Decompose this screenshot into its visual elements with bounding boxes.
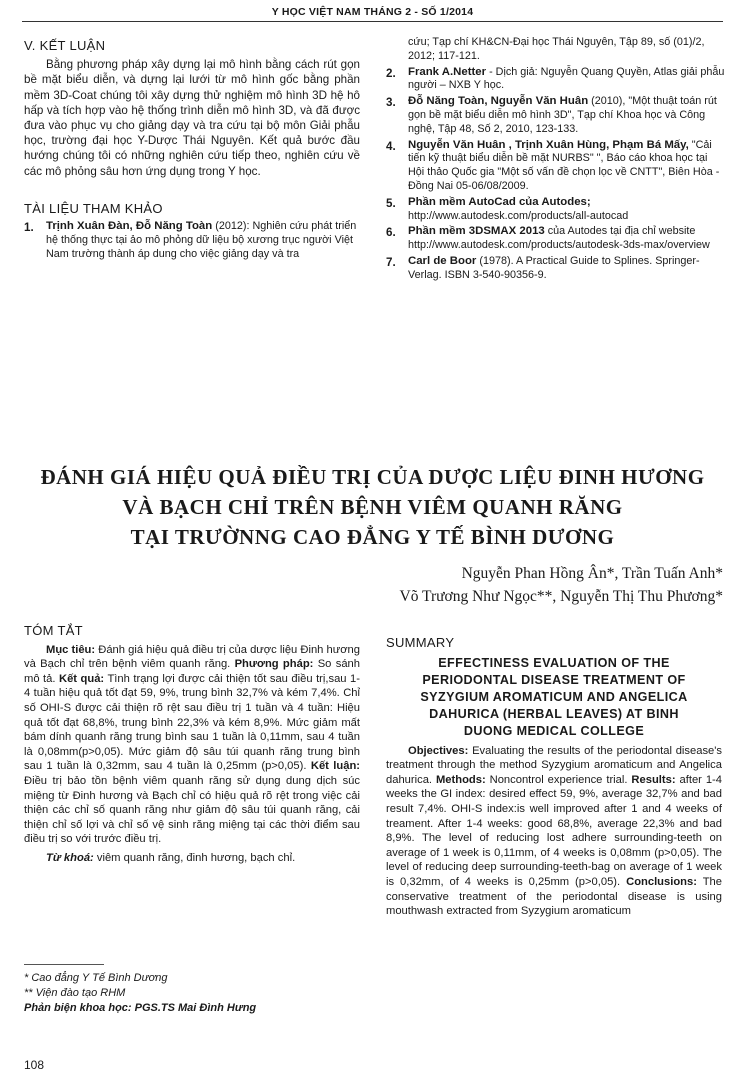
reference-item — [386, 225, 726, 253]
summary-heading: SUMMARY — [386, 635, 455, 650]
reference-authors: Nguyễn Văn Huân , Trịnh Xuân Hùng, Phạm Bá Mấy, — [408, 138, 689, 151]
reference-text — [408, 66, 726, 94]
summary-english — [386, 636, 722, 919]
reference-authors: Phần mềm AutoCad của Autodes; — [408, 195, 591, 208]
objectives-text: Evaluating the results of the periodontal disease's treatment through the method Syzygium aromaticum and Angelica dahurica. — [386, 744, 722, 786]
reference-item — [386, 196, 726, 224]
reference-rest: "Cải tiến kỹ thuật biểu diễn bề mặt NURBS" ", Báo cáo khoa học tại Hội thảo Quốc gia "Một số vấn đề chọn lọc về CNTT", Biên Hòa - Đồng Nai 05-06/08/2009. — [408, 138, 720, 192]
summary-body — [386, 744, 722, 919]
page-number: 108 — [24, 1058, 45, 1072]
reference-text — [408, 225, 726, 253]
reference-text — [408, 196, 726, 224]
article-title-line: VÀ BẠCH CHỈ TRÊN BỆNH VIÊM QUANH RĂNG — [122, 495, 623, 519]
abstract-body — [24, 643, 360, 847]
reference-number: 2. — [386, 66, 396, 80]
methods-text: Noncontrol experience trial. — [485, 773, 632, 786]
reviewer-note: Phản biện khoa học: PGS.TS Mai Đình Hưng — [24, 1002, 257, 1014]
conclusion-heading: V. KẾT LUẬN — [24, 38, 106, 53]
objectives-label: Objectives: — [408, 744, 469, 757]
reference-authors: Phần mềm 3DSMAX 2013 — [408, 225, 545, 238]
article-title — [40, 462, 705, 552]
reference-rest: (2010), "Một thuật toán rút gọn bề mặt biểu diễn mô hình 3D", Tạp chí Khoa học và Công nghệ, Tập 48, Số 2, 2010, 123-133. — [408, 95, 717, 135]
footnote-rule — [24, 964, 104, 965]
abstract-vietnamese — [24, 624, 360, 866]
reference-list-left — [24, 220, 360, 261]
results-label: Kết quả: — [59, 672, 105, 685]
keywords — [24, 851, 360, 866]
footnote: * Cao đẳng Y Tế Bình Dương — [24, 972, 168, 984]
abstract-heading: TÓM TẮT — [24, 623, 83, 638]
reference-number: 4. — [386, 139, 396, 153]
method-text: So sánh mô tả. — [24, 658, 360, 685]
summary-title — [386, 655, 722, 740]
methods-label: Methods: — [435, 773, 486, 786]
results-text: after 1-4 weeks the GI index: desired effect 59, 9%, average 32,7% and bad result 7,4%. OHI-S index:is well improved after 1 and 4 weeks of treament. After 1-4 weeks: good 68,8%, average 22,3% and bad 8,9%. The level of reducing lost adhere surrounding-teeth on average of 1 week is 0,11mm, of 4 weeks is 0,08mm (p>0,05). The level of reducing deep surrounding-teeth-bag on average of 1 week is 0,32mm, of 4 weeks is 0,25mm (p>0,05). — [386, 773, 722, 888]
reference-number: 5. — [386, 196, 396, 210]
reference-authors: Đỗ Năng Toàn, Nguyễn Văn Huân — [408, 95, 589, 108]
keywords-text: viêm quanh răng, đinh hương, bạch chỉ. — [93, 851, 296, 864]
right-column-top — [386, 36, 726, 285]
conclusions-label: Conclusions: — [626, 875, 697, 888]
reference-number: 3. — [386, 96, 396, 110]
results-label: Results: — [631, 773, 676, 786]
reference-continuation: cứu; Tạp chí KH&CN-Đại học Thái Nguyên, Tập 89, số (01)/2, 2012; 117-121. — [408, 36, 705, 62]
reference-authors: Trịnh Xuân Đàn, Đỗ Năng Toàn — [46, 220, 213, 233]
summary-title-line: SYZYGIUM AROMATICUM AND ANGELICA — [420, 689, 688, 704]
reference-number: 1. — [24, 221, 34, 235]
article-title-line: TẠI TRƯỜNNG CAO ĐẲNG Y TẾ BÌNH DƯƠNG — [130, 525, 615, 549]
article-authors — [400, 562, 724, 608]
reference-list-right — [386, 66, 726, 283]
reference-item — [24, 220, 360, 261]
reference-number: 7. — [386, 255, 396, 269]
reference-text — [408, 139, 726, 194]
conclusions-text: The conservative treatment of the periodontal disease is using mouthwash extracted from Syzygium aromaticum — [386, 875, 723, 918]
authors-line: Võ Trương Như Ngọc**, Nguyễn Thị Thu Phương* — [399, 588, 723, 605]
footnotes — [24, 964, 344, 1016]
conclusion-label: Kết luận: — [310, 760, 361, 773]
authors-line: Nguyễn Phan Hồng Ân*, Trần Tuấn Anh* — [461, 565, 723, 582]
objective-label: Mục tiêu: — [46, 643, 96, 656]
conclusion-text: Điều trị bảo tồn bệnh viêm quanh răng sử dụng dung dịch súc miệng từ Đinh hương và Bạch chỉ có hiệu quả rõ rệt trong việc cải thiện các chỉ số quanh răng như giảm độ sâu túi quanh răng, cải thiện chỉ số lợi và chỉ số vệ sinh răng miệng tại các thời điểm sau điều trị so với trước điều trị. — [24, 774, 360, 846]
running-header: Y HỌC VIỆT NAM THÁNG 2 - SỐ 1/2014 — [271, 6, 474, 18]
summary-title-line: DAHURICA (HERBAL LEAVES) AT BINH — [429, 706, 679, 721]
reference-item — [386, 95, 726, 136]
references-heading: TÀI LIỆU THAM KHẢO — [24, 200, 163, 216]
reference-rest: (2012): Nghiên cứu phát triển hệ thống thực tại ảo mô phỏng dữ liệu bộ xương trục người Việt Nam trường thành áp dung cho việc giảng dạy và tra — [46, 220, 357, 260]
reference-text — [408, 255, 726, 283]
reference-text — [46, 220, 360, 261]
footnote: ** Viện đào tạo RHM — [24, 987, 126, 999]
reference-item — [386, 66, 726, 94]
summary-title-line: PERIODONTAL DISEASE TREATMENT OF — [422, 672, 686, 687]
reference-authors: Frank A.Netter — [408, 65, 487, 78]
method-label: Phương pháp: — [234, 658, 314, 671]
summary-title-line: DUONG MEDICAL COLLEGE — [463, 723, 645, 738]
reference-number: 6. — [386, 226, 396, 240]
reference-rest: http://www.autodesk.com/products/all-autocad — [408, 209, 629, 222]
reference-text — [408, 95, 726, 136]
reference-item — [386, 139, 726, 194]
summary-title-line: EFFECTINESS EVALUATION OF THE — [438, 655, 670, 670]
reference-authors: Carl de Boor — [408, 254, 477, 267]
reference-rest: - Dịch giả: Nguyễn Quang Quyền, Atlas giải phẫu người – NXB Y học. — [408, 65, 725, 92]
keywords-label: Từ khoá: — [46, 851, 94, 864]
reference-rest: (1978). A Practical Guide to Splines. Springer-Verlag. ISBN 3-540-90356-9. — [408, 254, 700, 281]
header-rule — [22, 21, 723, 22]
reference-rest: của Autodes tại địa chỉ website http://www.autodesk.com/products/autodesk-3ds-max/overview — [408, 225, 710, 252]
left-column-top — [24, 38, 360, 263]
results-text: Tình trạng lợi được cải thiện tốt sau điều trị,sau 1- 4 tuần hiệu quả tốt đạt 59, 9%, trung bình 32,7% và kém 7,4%. Chỉ số OHI-S được cải thiện rõ rệt sau điều trị 1 tuần và 4 tuần: Hiệu quả tốt đạt 68,8%, trung bình 22,3% và kém 8,9%. Mức giảm mất bám dính quanh răng trung bình sau 1 tuần là 0,11mm, sau 4 tuần là 0,08mm(p>0,05). Mức giảm độ sâu túi quanh răng trung bình sau 1 tuần là 0,32mm, sau 4 tuần là 0,25mm (p>0,05). — [24, 672, 360, 773]
article-title-line: ĐÁNH GIÁ HIỆU QUẢ ĐIỀU TRỊ CỦA DƯỢC LIỆU ĐINH HƯƠNG — [40, 465, 705, 489]
reference-item — [386, 255, 726, 283]
objective-text: Đánh giá hiệu quả điều trị của dược liệu Đinh hương và Bạch chỉ trên bệnh viêm quanh răng. — [24, 643, 361, 671]
conclusion-text: Bằng phương pháp xây dựng lại mô hình bằng cách rút gọn bề mặt biểu diễn, và dựng lại lưới từ mô hình gốc bằng phần mềm 3D-Coat chúng tôi xây dựng thử nghiệm mô hình 3D hệ hô hấp và tích hợp vào hệ thống trình diễn mô hình 3D, và đã được đưa vào phục vụ cho giảng dạy và tra cứu tại bộ môn Giải phẫu học, trường đại học Y-Dược Thái Nguyên. Kết quả bước đầu hướng chúng tôi có những nghiên cứu tiếp theo, nghiên cứu về các mô phỏng sâu hơn ứng dụng trong Y học. — [24, 58, 360, 178]
